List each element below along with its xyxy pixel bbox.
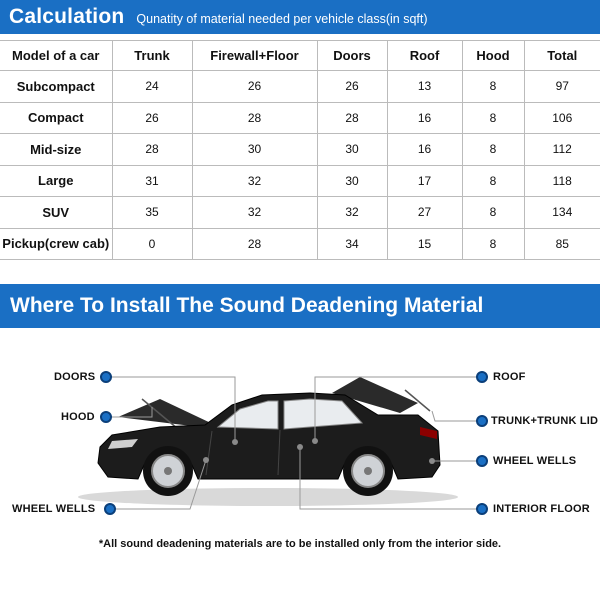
table-row — [0, 71, 600, 103]
table-cell: 97 — [524, 71, 600, 103]
table-cell: 32 — [192, 165, 317, 197]
material-table — [0, 40, 600, 260]
hood-marker-icon — [100, 411, 112, 423]
table-cell: 24 — [112, 71, 192, 103]
calculation-header — [0, 0, 600, 34]
table-cell: 8 — [462, 134, 524, 166]
label-doors: DOORS — [54, 371, 96, 383]
column-header: Trunk — [112, 41, 192, 71]
table-row — [0, 134, 600, 166]
trunk-marker-icon — [476, 415, 488, 427]
car-shadow — [78, 488, 458, 506]
open-hood — [118, 399, 215, 427]
table-cell: 17 — [387, 165, 462, 197]
table-cell: 32 — [192, 197, 317, 229]
table-cell: 32 — [317, 197, 387, 229]
column-header: Roof — [387, 41, 462, 71]
table-cell: 30 — [192, 134, 317, 166]
table-row — [0, 197, 600, 229]
table-cell: 27 — [387, 197, 462, 229]
front-hub — [164, 467, 172, 475]
rear-hub — [364, 467, 372, 475]
table-cell: 26 — [192, 71, 317, 103]
leader-trunk — [432, 411, 478, 421]
table-cell: 31 — [112, 165, 192, 197]
doors-marker-icon — [100, 371, 112, 383]
table-cell: 0 — [112, 228, 192, 260]
table-cell: Compact — [0, 102, 112, 134]
table-cell: 15 — [387, 228, 462, 260]
table-cell: 28 — [317, 102, 387, 134]
table-cell: 28 — [112, 134, 192, 166]
calculation-subtitle: Qunatity of material needed per vehicle class(in sqft) — [136, 11, 428, 26]
label-wheel-wells-left: WHEEL WELLS — [12, 503, 96, 515]
wheel-wells-right-marker-icon — [476, 455, 488, 467]
table-row — [0, 102, 600, 134]
table-cell: 106 — [524, 102, 600, 134]
table-cell: Large — [0, 165, 112, 197]
label-interior-floor: INTERIOR FLOOR — [493, 503, 590, 515]
install-banner — [0, 284, 600, 328]
table-cell: 118 — [524, 165, 600, 197]
table-cell: SUV — [0, 197, 112, 229]
label-trunk: TRUNK+TRUNK LID — [491, 415, 599, 427]
table-cell: 16 — [387, 134, 462, 166]
table-cell: 30 — [317, 134, 387, 166]
column-header: Hood — [462, 41, 524, 71]
table-cell: Mid-size — [0, 134, 112, 166]
table-cell: 26 — [112, 102, 192, 134]
table-cell: 134 — [524, 197, 600, 229]
column-header: Doors — [317, 41, 387, 71]
wheel-wells-left-marker-icon — [104, 503, 116, 515]
table-cell: 85 — [524, 228, 600, 260]
table-row — [0, 228, 600, 260]
table-row — [0, 165, 600, 197]
interior-floor-marker-icon — [476, 503, 488, 515]
table-cell: Pickup(crew cab) — [0, 228, 112, 260]
column-header: Model of a car — [0, 41, 112, 71]
table-cell: 30 — [317, 165, 387, 197]
column-header: Firewall+Floor — [192, 41, 317, 71]
install-title: Where To Install The Sound Deadening Material — [10, 294, 484, 317]
table-cell: 28 — [192, 102, 317, 134]
table-header-row — [0, 41, 600, 71]
table-cell: 26 — [317, 71, 387, 103]
table-cell: 34 — [317, 228, 387, 260]
label-wheel-wells-right: WHEEL WELLS — [493, 455, 577, 467]
install-note: *All sound deadening materials are to be installed only from the interior side. — [98, 538, 502, 550]
table-cell: 8 — [462, 71, 524, 103]
table-cell: 28 — [192, 228, 317, 260]
table-cell: Subcompact — [0, 71, 112, 103]
calculation-title: Calculation — [9, 5, 125, 28]
table-cell: 8 — [462, 165, 524, 197]
roof-marker-icon — [476, 371, 488, 383]
label-hood: HOOD — [61, 411, 95, 423]
table-cell: 13 — [387, 71, 462, 103]
car-diagram — [0, 335, 600, 565]
table-cell: 16 — [387, 102, 462, 134]
table-cell: 112 — [524, 134, 600, 166]
material-table-wrapper — [0, 40, 600, 260]
label-roof: ROOF — [493, 371, 526, 383]
table-cell: 8 — [462, 197, 524, 229]
table-cell: 8 — [462, 102, 524, 134]
column-header: Total — [524, 41, 600, 71]
table-cell: 35 — [112, 197, 192, 229]
table-cell: 8 — [462, 228, 524, 260]
